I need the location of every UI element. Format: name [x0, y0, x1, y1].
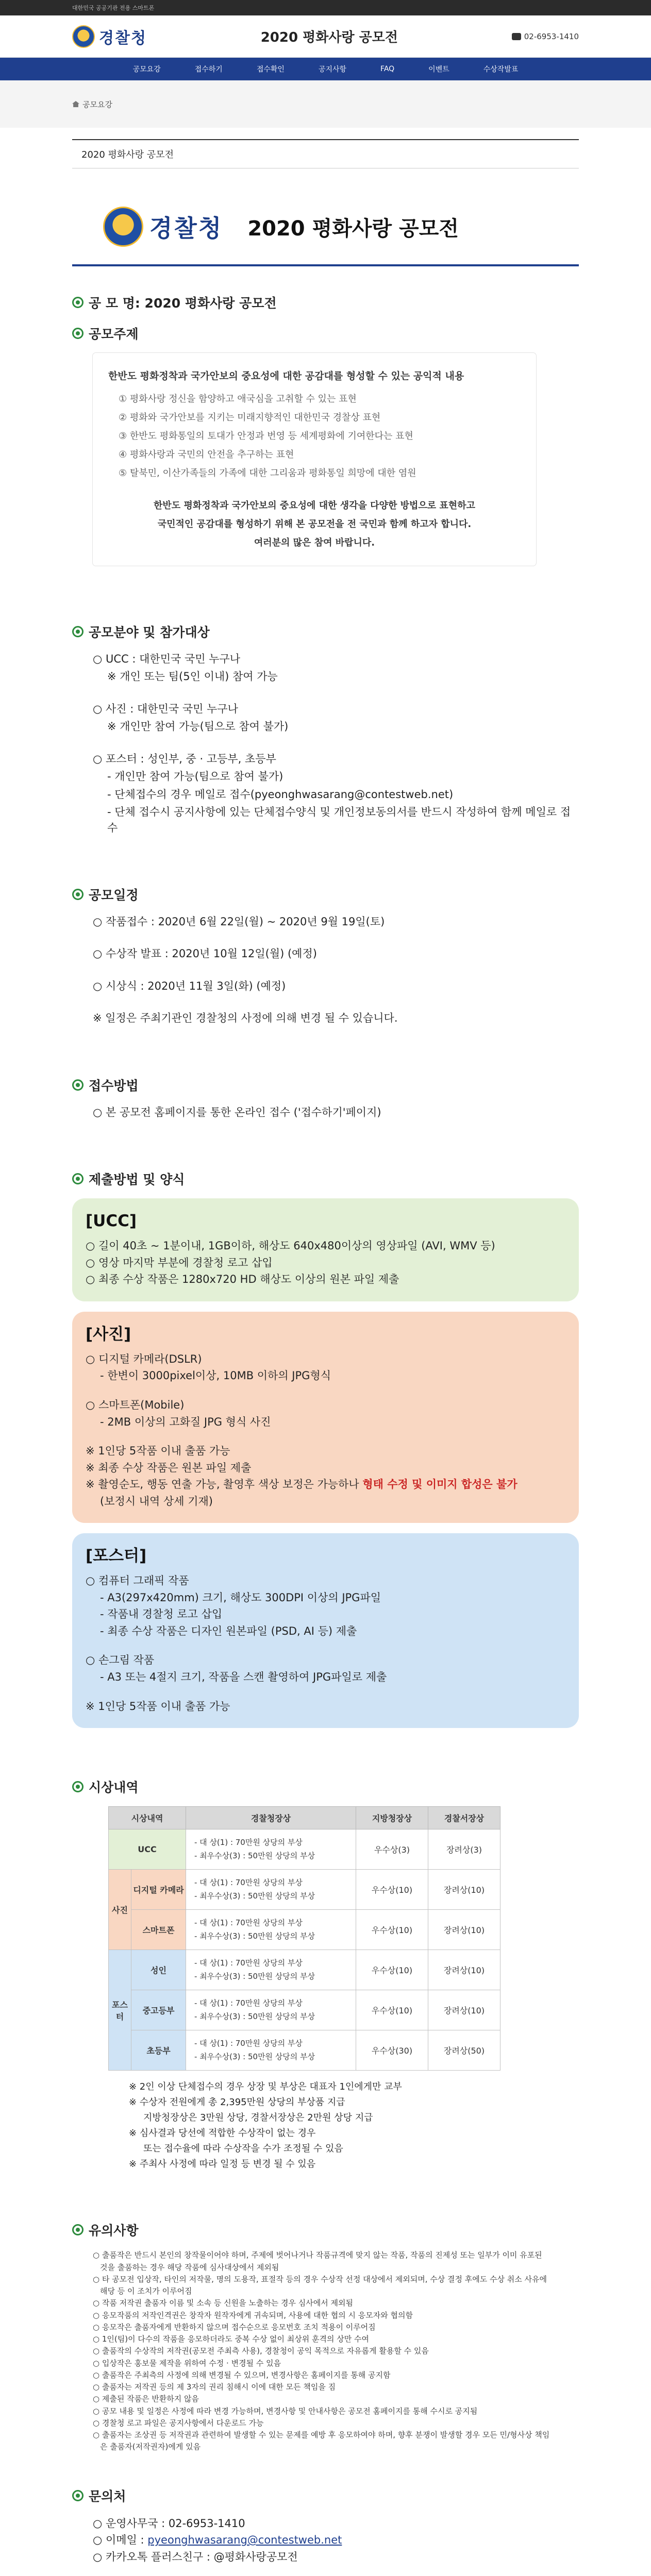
field-line: - 개인만 참여 가능(팀으로 참여 불가) — [107, 770, 283, 783]
photo-card-title: [사진] — [86, 1325, 131, 1344]
photo-line: ※ 최종 수상 작품은 원본 파일 제출 — [86, 1461, 252, 1474]
theme-foot-line: 여러분의 많은 참여 바랍니다. — [254, 537, 375, 548]
prize-table-header — [109, 1807, 500, 1829]
prize-table — [108, 1806, 500, 2071]
field-block — [93, 651, 579, 836]
photo-edit-pre: ※ 촬영순도, 행동 연출 가능, 촬영후 색상 보정은 가능하나 — [86, 1478, 363, 1491]
prize-sub: 성인 — [131, 1950, 186, 1990]
prize-group-photo: 사진 — [109, 1870, 131, 1950]
theme-item: ① 평화사랑 정신을 함양하고 애국심을 고취할 수 있는 표현 — [119, 394, 357, 404]
prize-local: 우수상(30) — [356, 2030, 428, 2071]
banner-logo — [103, 207, 223, 247]
poster-line: ○ 컴퓨터 그래픽 작품 — [86, 1574, 189, 1587]
ucc-card-title: [UCC] — [86, 1212, 137, 1231]
nav-item-notice[interactable]: 공지사항 — [318, 65, 347, 74]
ucc-line: ○ 영상 마지막 부분에 경찰청 로고 삽입 — [86, 1256, 273, 1269]
sub-header — [0, 80, 651, 128]
section-theme — [72, 324, 579, 343]
prize-local: 우수상(10) — [356, 1990, 428, 2030]
prize-detail — [186, 1829, 356, 1870]
theme-item: ⑤ 탈북민, 이산가족들의 가족에 대한 그리움과 평화통일 희망에 대한 염원 — [119, 468, 416, 479]
table-row — [109, 2030, 500, 2071]
theme-item: ④ 평화사랑과 국민의 안전을 추구하는 표현 — [119, 449, 294, 460]
prize-detail-line: - 최우수상(3) : 50만원 상당의 부상 — [194, 1851, 315, 1860]
contact-email-row — [93, 2532, 579, 2549]
poster-card-title: [포스터] — [86, 1547, 147, 1566]
section-spec — [72, 1170, 579, 1728]
caution-item: ○ 타 공모전 입상작, 타인의 저작물, 명의 도용작, 표절작 등의 경우 수상작 선정 대상에서 제외되며, 수상 결정 후에도 수상 취소 사유에 해당 등 이 조치가 이루어짐 — [93, 2274, 547, 2296]
prize-detail — [186, 1950, 356, 1990]
field-line: ※ 개인만 참여 가능(팀으로 참여 불가) — [107, 720, 289, 733]
post-title: 2020 평화사랑 공모전 — [72, 139, 579, 168]
photo-edit-highlight: 형태 수정 및 이미지 합성은 불가 — [362, 1478, 518, 1491]
main-nav — [0, 58, 651, 80]
theme-lead: 한반도 평화정착과 국가안보의 중요성에 대한 공감대를 형성할 수 있는 공익적 내용 — [108, 370, 464, 382]
table-row — [109, 1990, 500, 2030]
header-phone — [512, 32, 579, 41]
nav-item-faq[interactable]: FAQ — [380, 65, 395, 73]
section-caution — [72, 2221, 579, 2453]
table-row — [109, 1870, 500, 1910]
section-bullet-icon — [72, 1079, 84, 1091]
prize-note: ※ 2인 이상 단체접수의 경우 상장 및 부상은 대표자 1인에게만 교부 — [129, 2081, 402, 2093]
photo-edit-rule — [86, 1476, 565, 1493]
theme-item: ③ 한반도 평화통일의 토대가 안정과 번영 등 세계평화에 기여한다는 표현 — [119, 431, 413, 442]
caution-item: ○ 입상작은 홍보물 제작을 위하여 수정 · 변경될 수 있음 — [93, 2358, 281, 2368]
prize-detail — [186, 2030, 356, 2071]
theme-foot-line: 한반도 평화정착과 국가안보의 중요성에 대한 생각을 다양한 방법으로 표현하고 — [154, 500, 475, 511]
section-field — [72, 622, 579, 836]
caution-item: ○ 응모작품의 저작인격권은 창작자 원작자에게 귀속되며, 사용에 대한 협의 시 응모자와 협의함 — [93, 2310, 413, 2320]
site-logo[interactable] — [72, 25, 147, 48]
section-schedule-header — [72, 885, 579, 904]
nav-item-apply[interactable]: 접수하기 — [194, 65, 223, 74]
poster-line: - 최종 수상 작품은 디자인 원본파일 (PSD, AI 등) 제출 — [100, 1624, 357, 1637]
prize-detail-line: - 대 상(1) : 70만원 상당의 부상 — [194, 1918, 303, 1928]
contact-email-label: ○ 이메일 : — [93, 2534, 148, 2547]
prize-sub: 중고등부 — [131, 1990, 186, 2030]
section-field-title: 공모분야 및 참가대상 — [89, 625, 210, 640]
prize-group-ucc: UCC — [109, 1829, 186, 1870]
section-caution-title: 유의사항 — [89, 2223, 139, 2239]
schedule-line: ※ 일정은 주최기관인 경찰청의 사정에 의해 변경 될 수 있습니다. — [93, 1012, 398, 1025]
prize-sub: 디지털 카메라 — [131, 1870, 186, 1910]
prize-note: 또는 접수율에 따라 수상작을 수가 조정될 수 있음 — [143, 2143, 343, 2154]
caution-item: ○ 출품작은 반드시 본인의 창작물이어야 하며, 주제에 벗어나거나 작품규격에 맞지 않는 작품, 작품의 진제성 또는 일부가 이미 유포된 것을 출품하는 경우 해당 작품에 심사대상에서 제외됨 — [93, 2250, 542, 2272]
breadcrumb-current: 공모요강 — [82, 99, 112, 109]
prize-station: 장려상(10) — [428, 1990, 500, 2030]
section-caution-header — [72, 2221, 579, 2239]
photo-edit-post: (보정시 내역 상세 기재) — [100, 1495, 213, 1507]
prize-note: ※ 심사결과 당선에 적합한 수상작이 없는 경우 — [129, 2127, 316, 2139]
ucc-card — [72, 1198, 579, 1301]
prize-detail — [186, 1870, 356, 1910]
prize-detail-line: - 최우수상(3) : 50만원 상당의 부상 — [194, 1891, 315, 1901]
poster-line: ○ 손그림 작품 — [86, 1654, 155, 1667]
home-icon[interactable] — [72, 101, 79, 107]
section-field-header — [72, 622, 579, 641]
caution-item: ○ 응모작은 출품자에게 반환하지 않으며 접수순으로 응모번호 조치 적용이 이루어짐 — [93, 2322, 376, 2332]
nav-item-check[interactable]: 접수확인 — [256, 65, 285, 74]
police-emblem-icon — [103, 207, 143, 247]
section-prize — [72, 1777, 579, 2171]
schedule-line: ○ 시상식 : 2020년 11월 3일(화) (예정) — [93, 979, 286, 992]
nav-item-guide[interactable]: 공모요강 — [132, 65, 161, 74]
section-bullet-icon — [72, 626, 84, 637]
section-contact-header — [72, 2486, 579, 2505]
prize-detail — [186, 1910, 356, 1950]
phone-icon — [512, 33, 521, 40]
top-strip-text: 대한민국 공공기관 전용 스마트폰 — [72, 5, 155, 11]
section-bullet-icon — [72, 1173, 84, 1184]
section-bullet-icon — [72, 297, 84, 308]
table-row — [109, 1829, 500, 1870]
prize-detail-line: - 최우수상(3) : 50만원 상당의 부상 — [194, 1971, 315, 1981]
theme-box — [93, 353, 536, 566]
theme-item: ② 평화와 국가안보를 지키는 미래지향적인 대한민국 경찰상 표현 — [119, 412, 381, 423]
prize-station: 장려상(50) — [428, 2030, 500, 2071]
schedule-line: ○ 작품접수 : 2020년 6월 22일(월) ~ 2020년 9월 19일(토) — [93, 915, 385, 928]
section-method-title: 접수방법 — [89, 1078, 139, 1093]
section-bullet-icon — [72, 2224, 84, 2235]
section-bullet-icon — [72, 1781, 84, 1792]
section-schedule-title: 공모일정 — [89, 887, 139, 903]
section-bullet-icon — [72, 2490, 84, 2501]
caution-item: ○ 경찰청 로고 파일은 공지사항에서 다운로드 가능 — [93, 2418, 264, 2428]
field-line: ○ 포스터 : 성인부, 중 · 고등부, 초등부 — [93, 752, 276, 765]
ucc-line: ○ 길이 40초 ~ 1분이내, 1GB이하, 해상도 640x480이상의 영상파일 (AVI, WMV 등) — [86, 1240, 495, 1252]
nav-item-event[interactable]: 이벤트 — [428, 65, 449, 74]
caution-item: ○ 출품작의 수상작의 저작권(공모전 주최측 사용), 경찰청이 공익 목적으로 자유롭게 활용할 수 있음 — [93, 2346, 429, 2356]
theme-footnote — [108, 497, 521, 552]
prize-detail-line: - 대 상(1) : 70만원 상당의 부상 — [194, 1838, 303, 1848]
caution-item: ○ 출품작은 주최측의 사정에 의해 변경될 수 있으며, 변경사항은 홈페이지를 통해 공지함 — [93, 2370, 391, 2380]
contact-email-link[interactable]: pyeonghwasarang@contestweb.net — [147, 2534, 342, 2547]
section-method — [72, 1076, 579, 1120]
section-spec-header — [72, 1170, 579, 1188]
contact-office: ○ 운영사무국 : 02-6953-1410 — [93, 2517, 245, 2530]
field-line: ○ UCC : 대한민국 국민 누구나 — [93, 653, 241, 665]
section-bullet-icon — [72, 889, 84, 900]
prize-detail-line: - 최우수상(3) : 50만원 상당의 부상 — [194, 2052, 315, 2061]
prize-detail-line: - 최우수상(3) : 50만원 상당의 부상 — [194, 2011, 315, 2021]
method-line: ○ 본 공모전 홈페이지를 통한 온라인 접수 ('접수하기'페이지) — [93, 1106, 381, 1118]
contact-kakao: ○ 카카오톡 플러스친구 : @평화사랑공모전 — [93, 2550, 298, 2563]
table-row — [109, 1910, 500, 1950]
police-emblem-icon — [72, 25, 95, 48]
prize-sub: 초등부 — [131, 2030, 186, 2071]
section-theme-title: 공모주제 — [89, 327, 139, 342]
prize-note: ※ 주최사 사정에 따라 일정 등 변경 될 수 있음 — [129, 2158, 316, 2170]
poster-line: - 작품내 경찰청 로고 삽입 — [100, 1608, 223, 1621]
banner-logo-text: 경찰청 — [149, 214, 223, 242]
poster-line: - A3(297x420mm) 크기, 해상도 300DPI 이상의 JPG파일 — [100, 1591, 381, 1604]
prize-note: ※ 수상자 전원에게 총 2,395만원 상당의 부상품 지급 — [129, 2097, 345, 2108]
field-line: - 단체 접수시 공지사항에 있는 단체접수양식 및 개인정보동의서를 반드시 작성하여 함께 메일로 접수 — [107, 806, 571, 834]
prize-group-poster: 포스터 — [109, 1950, 131, 2071]
theme-foot-line: 국민적인 공감대를 형성하기 위해 본 공모전을 전 국민과 함께 하고자 합니다. — [157, 519, 472, 530]
prize-header-cell: 경찰청장상 — [186, 1807, 356, 1829]
section-bullet-icon — [72, 328, 84, 339]
prize-local: 우수상(10) — [356, 1950, 428, 1990]
prize-detail-line: - 대 상(1) : 70만원 상당의 부상 — [194, 1998, 303, 2008]
banner-title: 2020 평화사랑 공모전 — [247, 216, 459, 241]
photo-line: ○ 디지털 카메라(DSLR) — [86, 1352, 202, 1365]
table-row — [109, 1950, 500, 1990]
caution-item: ○ 제출된 작품은 반환하지 않음 — [93, 2394, 199, 2404]
field-line: ○ 사진 : 대한민국 국민 누구나 — [93, 702, 238, 715]
method-block — [93, 1105, 579, 1120]
prize-detail-line: - 대 상(1) : 70만원 상당의 부상 — [194, 1878, 303, 1888]
section-contact-title: 문의처 — [89, 2488, 126, 2504]
prize-detail-line: - 대 상(1) : 70만원 상당의 부상 — [194, 2039, 303, 2048]
prize-notes — [129, 2080, 579, 2171]
prize-detail — [186, 1990, 356, 2030]
section-spec-title: 제출방법 및 양식 — [89, 1172, 185, 1188]
prize-local: 우수상(3) — [356, 1829, 428, 1870]
photo-line: ※ 1인당 5작품 이내 출품 가능 — [86, 1445, 230, 1458]
prize-header-cell: 지방청장상 — [356, 1807, 428, 1829]
photo-line: ○ 스마트폰(Mobile) — [86, 1398, 185, 1411]
section-contact — [72, 2486, 579, 2566]
prize-local: 우수상(10) — [356, 1870, 428, 1910]
top-strip — [0, 0, 651, 15]
schedule-line: ○ 수상작 발표 : 2020년 10월 12일(월) (예정) — [93, 947, 317, 960]
prize-sub: 스마트폰 — [131, 1910, 186, 1950]
prize-local: 우수상(10) — [356, 1910, 428, 1950]
nav-item-winners[interactable]: 수상작발표 — [483, 65, 519, 74]
site-header — [0, 15, 651, 58]
prize-note: 지방청장상은 3만원 상당, 경찰서장상은 2만원 상당 지급 — [143, 2112, 373, 2123]
photo-line: - 2MB 이상의 고화질 JPG 형식 사진 — [100, 1415, 271, 1428]
section-prize-title: 시상내역 — [89, 1780, 139, 1795]
prize-header-cell: 시상내역 — [109, 1807, 186, 1829]
prize-detail-line: - 최우수상(3) : 50만원 상당의 부상 — [194, 1931, 315, 1941]
caution-item: ○ 작품 저작권 출품자 이름 및 소속 등 신원을 노출하는 경우 심사에서 제외됨 — [93, 2298, 354, 2308]
caution-item: ○ 출품자는 저작권 등의 제 3자의 권리 침해시 이에 대한 모든 책임을 짐 — [93, 2382, 336, 2392]
photo-card — [72, 1312, 579, 1523]
prize-station: 장려상(10) — [428, 1870, 500, 1910]
ucc-line: ○ 최종 수상 작품은 1280x720 HD 해상도 이상의 원본 파일 제출 — [86, 1273, 399, 1286]
site-title: 2020 평화사랑 공모전 — [260, 30, 398, 45]
contact-block — [93, 2515, 579, 2566]
phone-number: 02-6953-1410 — [524, 31, 579, 41]
section-name — [72, 293, 579, 312]
prize-header-cell: 경찰서장상 — [428, 1807, 500, 1829]
logo-text: 경찰청 — [99, 29, 147, 47]
caution-item: ○ 출품자는 조상권 등 저작권과 관련하여 발생할 수 있는 문제를 예방 후 응모하여야 하며, 향후 분쟁이 발생할 경우 모든 민/형사상 책임은 출품자(저작권자)에게 있음 — [93, 2430, 550, 2452]
prize-station: 장려상(10) — [428, 1950, 500, 1990]
section-prize-header — [72, 1777, 579, 1796]
schedule-block — [93, 914, 579, 1026]
poster-line: ※ 1인당 5작품 이내 출품 가능 — [86, 1700, 230, 1713]
field-line: ※ 개인 또는 팀(5인 이내) 참여 가능 — [107, 670, 278, 683]
caution-list — [93, 2249, 552, 2453]
field-line: - 단체접수의 경우 메일로 접수(pyeonghwasarang@contestweb.net) — [107, 788, 454, 801]
section-method-header — [72, 1076, 579, 1094]
section-schedule — [72, 885, 579, 1026]
prize-detail-line: - 대 상(1) : 70만원 상당의 부상 — [194, 1958, 303, 1968]
photo-line: - 한변이 3000pixel이상, 10MB 이하의 JPG형식 — [100, 1369, 331, 1382]
poster-content — [72, 168, 579, 2565]
poster-card — [72, 1533, 579, 1728]
caution-item: ○ 1인(팀)이 다수의 작품을 응모하더라도 중복 수상 없이 최상위 훈격의 상만 수여 — [93, 2334, 369, 2344]
poster-line: - A3 또는 4절지 크기, 작품을 스캔 촬영하여 JPG파일로 제출 — [100, 1671, 387, 1684]
poster-banner — [72, 189, 579, 266]
breadcrumb — [72, 99, 112, 110]
prize-station: 장려상(10) — [428, 1910, 500, 1950]
prize-station: 장려상(3) — [428, 1829, 500, 1870]
caution-item: ○ 공모 내용 및 일정은 사정에 따라 변경 가능하며, 변경사항 및 안내사항은 공모전 홈페이지를 통해 수시로 공지됨 — [93, 2406, 478, 2416]
section-name-text: 공 모 명: 2020 평화사랑 공모전 — [89, 296, 277, 311]
